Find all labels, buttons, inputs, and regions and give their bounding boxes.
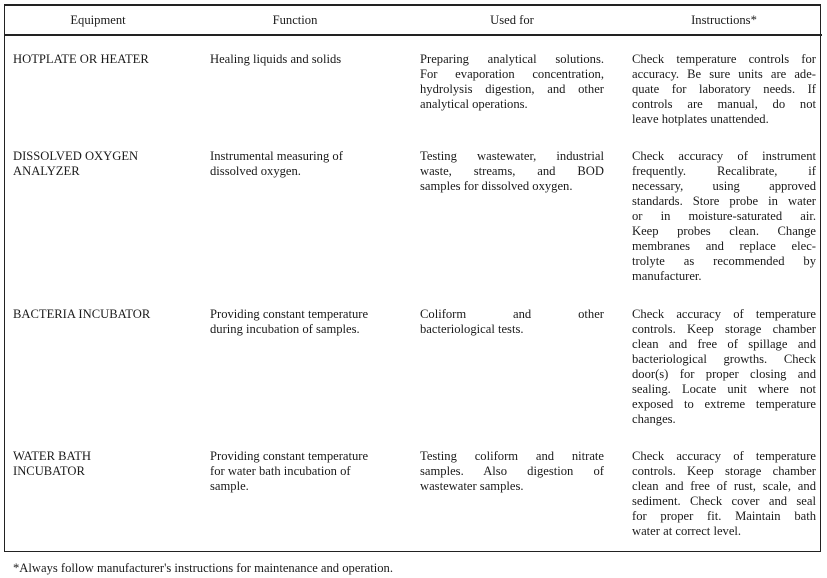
- cell-line: trolyte as recommended by: [632, 254, 816, 268]
- cell-line: quate for laboratory needs. If: [632, 82, 816, 96]
- cell-used-for: [420, 52, 604, 112]
- cell-line: analytical operations.: [420, 97, 528, 111]
- cell-line: leave hotplates unattended.: [632, 112, 769, 126]
- cell-line: Preparing analytical solutions.: [420, 52, 604, 66]
- cell-line: dissolved oxygen.: [210, 164, 301, 178]
- cell-line: water at correct level.: [632, 524, 742, 538]
- cell-equipment: [13, 307, 188, 322]
- cell-line: necessary, using approved: [632, 179, 816, 193]
- cell-function: [210, 52, 394, 67]
- cell-line: Check temperature controls for: [632, 52, 816, 66]
- cell-line: during incubation of samples.: [210, 322, 360, 336]
- cell-line: Check accuracy of temperature: [632, 307, 816, 321]
- cell-used-for: [420, 449, 604, 494]
- cell-line: membranes and replace elec-: [632, 239, 816, 253]
- header-function: Function: [272, 13, 318, 27]
- cell-equipment: [13, 52, 188, 67]
- cell-line: Instrumental measuring of: [210, 149, 343, 163]
- cell-function: [210, 307, 394, 337]
- cell-line: samples for dissolved oxygen.: [420, 179, 573, 193]
- cell-line: WATER BATH: [13, 449, 92, 463]
- cell-line: or in moisture-saturated air.: [632, 209, 816, 223]
- cell-line: Keep probes clean. Change: [632, 224, 816, 238]
- cell-instructions: [632, 307, 816, 427]
- footnote: *Always follow manufacturer's instructions for maintenance and operation.: [13, 561, 393, 575]
- cell-line: Healing liquids and solids: [210, 52, 342, 66]
- cell-line: controls. Keep storage chamber: [632, 464, 816, 478]
- cell-equipment: [13, 149, 188, 179]
- cell-used-for: [420, 149, 604, 194]
- cell-line: controls. Keep storage chamber: [632, 322, 816, 336]
- cell-line: exposed to extreme temperature: [632, 397, 816, 411]
- header-used-for: Used for: [490, 13, 534, 27]
- cell-line: Check accuracy of temperature: [632, 449, 816, 463]
- cell-line: Testing wastewater, industrial: [420, 149, 604, 163]
- cell-line: changes.: [632, 412, 676, 426]
- cell-line: wastewater samples.: [420, 479, 524, 493]
- cell-line: INCUBATOR: [13, 464, 85, 478]
- cell-line: hydrolysis digestion, and other: [420, 82, 604, 96]
- cell-line: frequently. Recalibrate, if: [632, 164, 816, 178]
- cell-used-for: [420, 307, 604, 337]
- cell-instructions: [632, 52, 816, 127]
- cell-line: Providing constant temperature: [210, 449, 369, 463]
- cell-line: sediment. Check cover and seal: [632, 494, 816, 508]
- cell-line: BACTERIA INCUBATOR: [13, 307, 151, 321]
- cell-function: [210, 149, 394, 179]
- cell-function: [210, 449, 394, 494]
- cell-line: waste, streams, and BOD: [420, 164, 604, 178]
- cell-line: Coliform and other: [420, 307, 604, 321]
- cell-line: HOTPLATE OR HEATER: [13, 52, 149, 66]
- header-divider: [4, 34, 822, 36]
- cell-line: samples. Also digestion of: [420, 464, 604, 478]
- cell-line: accuracy. Be sure units are ade-: [632, 67, 816, 81]
- cell-line: clean and free of rust, scale, and: [632, 479, 816, 493]
- cell-line: DISSOLVED OXYGEN: [13, 149, 139, 163]
- cell-line: For evaporation concentration,: [420, 67, 604, 81]
- cell-line: Testing coliform and nitrate: [420, 449, 604, 463]
- header-instructions: Instructions*: [691, 13, 757, 27]
- cell-line: sealing. Locate unit where not: [632, 382, 816, 396]
- cell-line: standards. Store probe in water: [632, 194, 816, 208]
- cell-line: clean and free of spillage and: [632, 337, 816, 351]
- cell-line: Check accuracy of instrument: [632, 149, 816, 163]
- cell-instructions: [632, 149, 816, 284]
- cell-line: Providing constant temperature: [210, 307, 369, 321]
- header-equipment: Equipment: [70, 13, 126, 27]
- cell-line: door(s) for proper closing and: [632, 367, 816, 381]
- cell-line: manufacturer.: [632, 269, 702, 283]
- cell-instructions: [632, 449, 816, 539]
- cell-line: ANALYZER: [13, 164, 80, 178]
- cell-line: for proper fit. Maintain bath: [632, 509, 816, 523]
- cell-line: bacteriological growths. Check: [632, 352, 816, 366]
- cell-line: sample.: [210, 479, 249, 493]
- cell-line: controls are manual, do not: [632, 97, 816, 111]
- cell-equipment: [13, 449, 188, 479]
- cell-line: for water bath incubation of: [210, 464, 351, 478]
- cell-line: bacteriological tests.: [420, 322, 524, 336]
